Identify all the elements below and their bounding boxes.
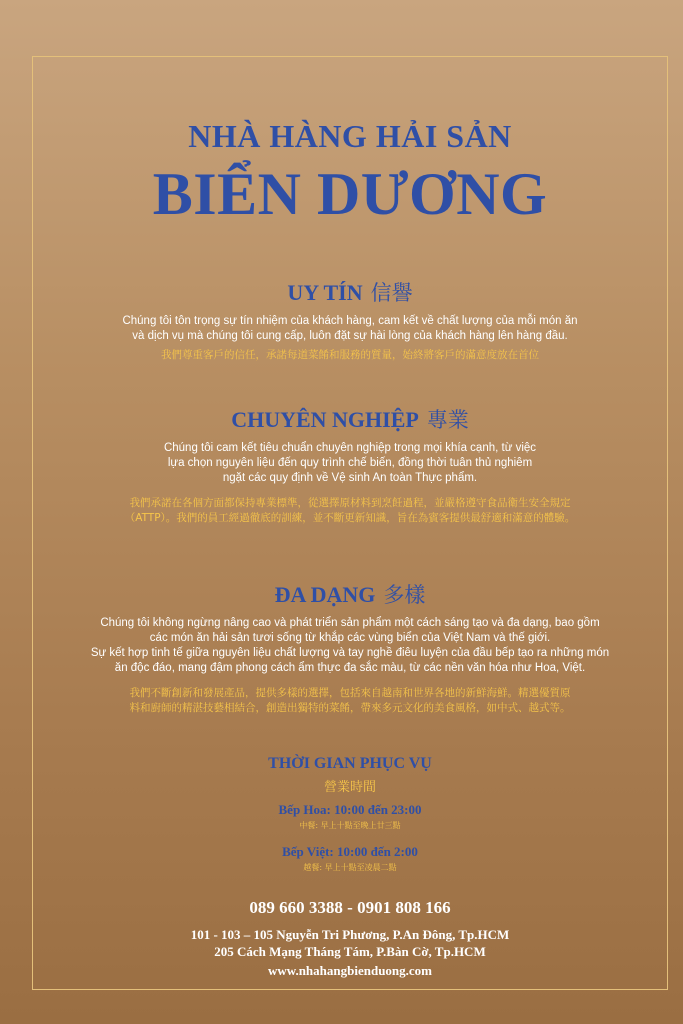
address-line: 101 - 103 – 105 Nguyễn Tri Phương, P.An Đông, Tp.HCM <box>190 927 510 942</box>
hours-bep-hoa-note: 中餐: 早上十點至晚上廿三點 <box>299 821 401 830</box>
section-title-vi: ĐA DẠNG <box>274 582 376 607</box>
contact-info <box>32 899 668 979</box>
section-text-vi: Chúng tôi cam kết tiêu chuẩn chuyên nghiệp trong mọi khía cạnh, từ việc <box>163 442 537 454</box>
section-text-vi: ăn độc đáo, mang đậm phong cách ẩm thực đa sắc màu, từ các nền văn hóa như Hoa, Việt. <box>114 662 586 674</box>
section-text-vi: và dịch vụ mà chúng tôi cung cấp, luôn đặt sự hài lòng của khách hàng lên hàng đầu. <box>132 330 568 342</box>
phone-numbers: 089 660 3388 - 0901 808 166 <box>249 898 451 917</box>
section-uy-tin <box>32 282 668 363</box>
section-text-vi: Sự kết hợp tinh tế giữa nguyên liệu chất lượng và tay nghề điêu luyện của đầu bếp tạo ra những món <box>90 647 610 659</box>
section-text-vi: Chúng tôi không ngừng nâng cao và phát triển sản phẩm một cách sáng tạo và đa dạng, bao gồm <box>100 617 600 629</box>
section-text-vi: lựa chọn nguyên liệu đến quy trình chế biến, đồng thời tuân thủ nghiêm <box>167 457 533 469</box>
hours-title-zh: 營業時間 <box>323 780 376 795</box>
section-text-zh: 我們承諾在各個方面都保持專業標準，從選擇原材料到烹飪過程，並嚴格遵守食品衛生安全規定 <box>129 497 571 509</box>
section-title <box>32 584 668 606</box>
section-title-vi: CHUYÊN NGHIỆP <box>231 407 419 432</box>
section-title <box>32 282 668 304</box>
section-text-zh: （ATTP）。我們的員工經過徹底的訓練，並不斷更新知識，旨在為賓客提供最舒適和滿意的體驗。 <box>124 512 576 524</box>
section-text-zh: 我們不斷創新和發展產品，提供多樣的選擇，包括來自越南和世界各地的新鮮海鮮。精選優質原 <box>129 687 571 699</box>
restaurant-name-heading: BIỂN DƯƠNG <box>152 161 548 227</box>
hours-bep-viet: Bếp Việt: 10:00 đến 2:00 <box>282 844 418 859</box>
restaurant-type-heading: NHÀ HÀNG HẢI SẢN <box>188 118 512 154</box>
hours-title: THỜI GIAN PHỤC VỤ <box>268 755 432 772</box>
section-title <box>32 409 668 431</box>
poster-content <box>32 56 668 979</box>
section-text-vi: Chúng tôi tôn trọng sự tín nhiệm của khách hàng, cam kết về chất lượng của mỗi món ăn <box>122 315 578 327</box>
service-hours <box>32 756 668 873</box>
section-text-zh: 料和廚師的精湛技藝相結合，創造出獨特的菜餚，帶來多元文化的美食風格，如中式、越式等。 <box>129 702 571 714</box>
section-title-zh: 信譽 <box>370 281 413 305</box>
website-link[interactable]: www.nhahangbienduong.com <box>268 963 432 978</box>
address-line: 205 Cách Mạng Tháng Tám, P.Bàn Cờ, Tp.HCM <box>214 944 486 959</box>
section-title-zh: 多樣 <box>383 583 426 607</box>
section-text-vi: các món ăn hải sản tươi sống từ khắp các vùng biển của Việt Nam và thế giới. <box>149 632 551 644</box>
section-text-vi: ngặt các quy định về Vệ sinh An toàn Thực phẩm. <box>222 472 478 484</box>
section-chuyen-nghiep <box>32 409 668 526</box>
section-title-vi: UY TÍN <box>287 280 363 305</box>
hours-bep-hoa: Bếp Hoa: 10:00 đến 23:00 <box>278 802 422 817</box>
section-text-zh: 我們尊重客戶的信任，承諾每道菜餚和服務的質量，始終將客戶的滿意度放在首位 <box>161 349 539 361</box>
section-title-zh: 專業 <box>426 408 469 432</box>
hours-bep-viet-note: 越餐: 早上十點至凌晨二點 <box>303 863 397 872</box>
section-da-dang <box>32 584 668 716</box>
